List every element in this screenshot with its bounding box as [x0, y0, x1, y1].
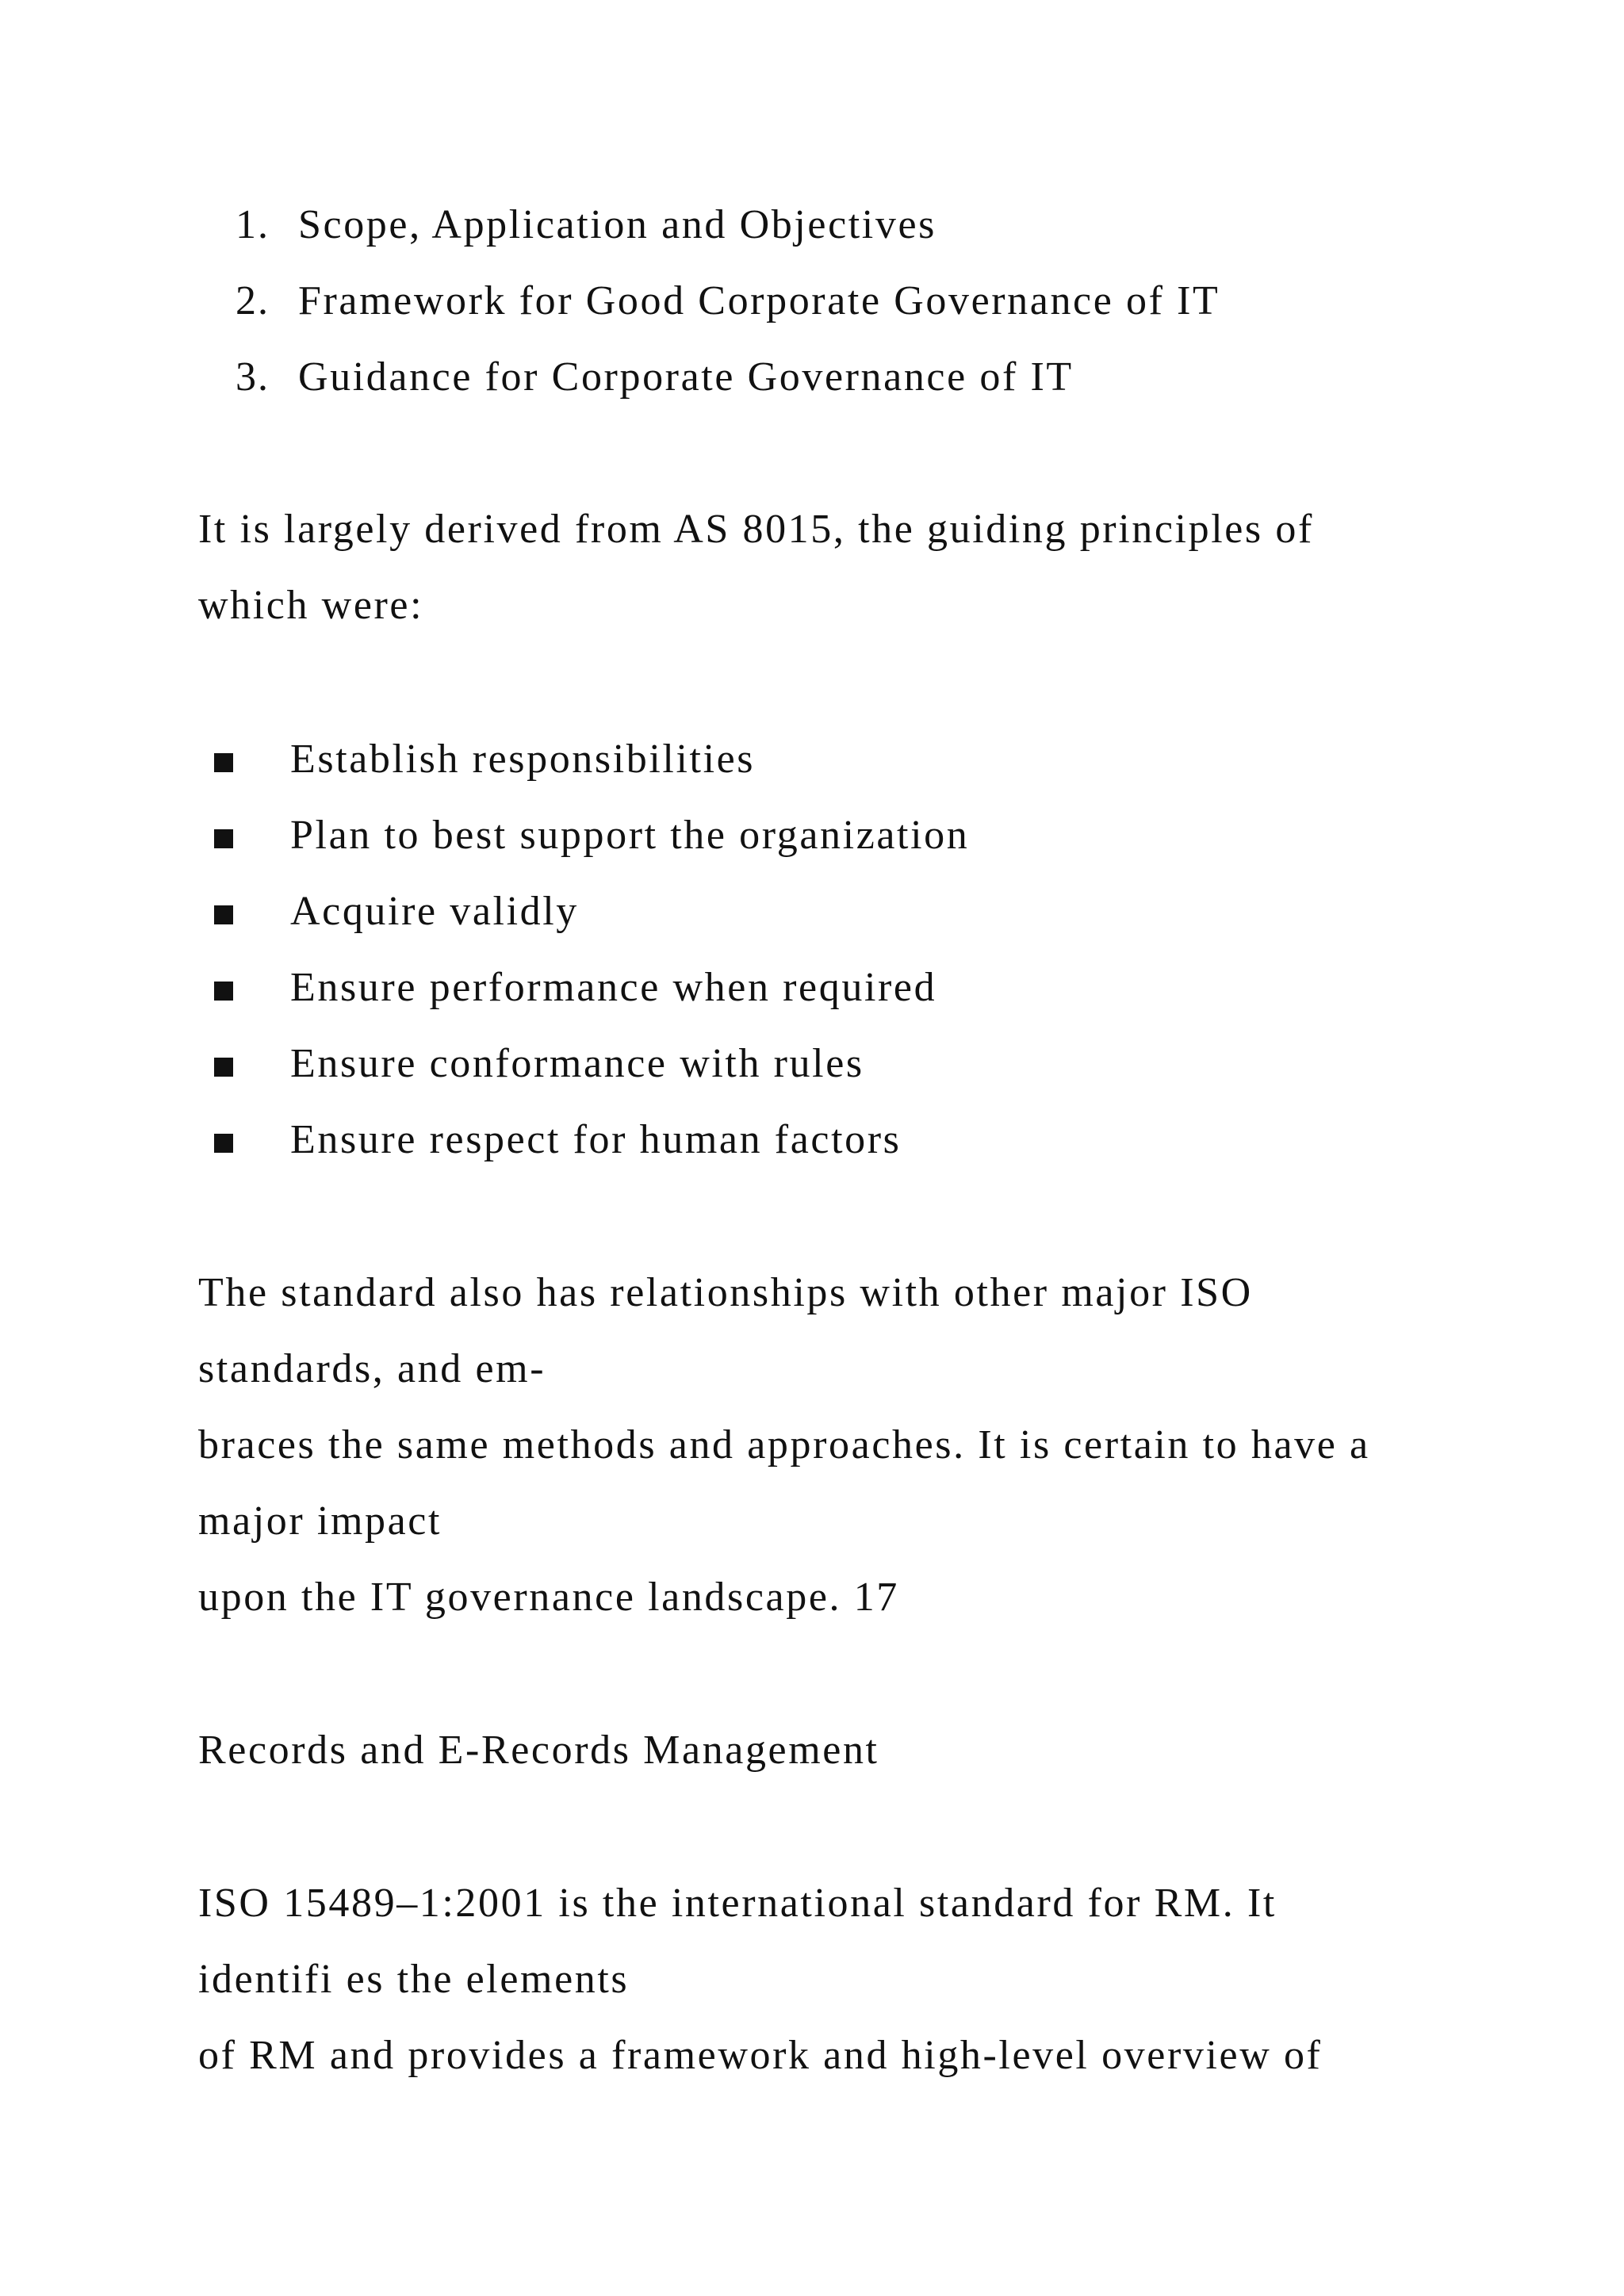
- square-bullet-icon: [214, 982, 233, 1001]
- square-bullet-icon: [214, 1058, 233, 1077]
- paragraph-line: identifi es the elements: [198, 1957, 630, 2002]
- section-heading: Records and E-Records Management: [198, 1728, 879, 1773]
- paragraph-line: It is largely derived from AS 8015, the guiding principles of: [198, 507, 1314, 552]
- paragraph-line: which were:: [198, 583, 424, 628]
- square-bullet-icon: [214, 905, 233, 924]
- bullet-item-text: Acquire validly: [290, 889, 579, 934]
- list-item-text: Guidance for Corporate Governance of IT: [298, 354, 1074, 400]
- list-number: 2.: [236, 278, 270, 323]
- bullet-item-text: Ensure performance when required: [290, 965, 937, 1010]
- paragraph-line: standards, and em-: [198, 1346, 546, 1391]
- paragraph-line: upon the IT governance landscape. 17: [198, 1575, 899, 1620]
- list-number: 3.: [236, 354, 270, 400]
- paragraph-line: of RM and provides a framework and high-level overview of: [198, 2033, 1323, 2078]
- bullet-item-text: Ensure conformance with rules: [290, 1041, 864, 1086]
- paragraph-line: major impact: [198, 1498, 442, 1544]
- square-bullet-icon: [214, 753, 233, 772]
- paragraph-line: braces the same methods and approaches. It is certain to have a: [198, 1422, 1370, 1468]
- square-bullet-icon: [214, 829, 233, 848]
- square-bullet-icon: [214, 1134, 233, 1153]
- paragraph-line: ISO 15489–1:2001 is the international standard for RM. It: [198, 1881, 1277, 1926]
- bullet-item-text: Plan to best support the organization: [290, 813, 970, 858]
- list-item-text: Framework for Good Corporate Governance of IT: [298, 278, 1220, 323]
- list-number: 1.: [236, 202, 270, 247]
- bullet-item-text: Ensure respect for human factors: [290, 1117, 902, 1162]
- bullet-item-text: Establish responsibilities: [290, 737, 756, 782]
- list-item-text: Scope, Application and Objectives: [298, 202, 936, 247]
- paragraph-line: The standard also has relationships with other major ISO: [198, 1270, 1253, 1315]
